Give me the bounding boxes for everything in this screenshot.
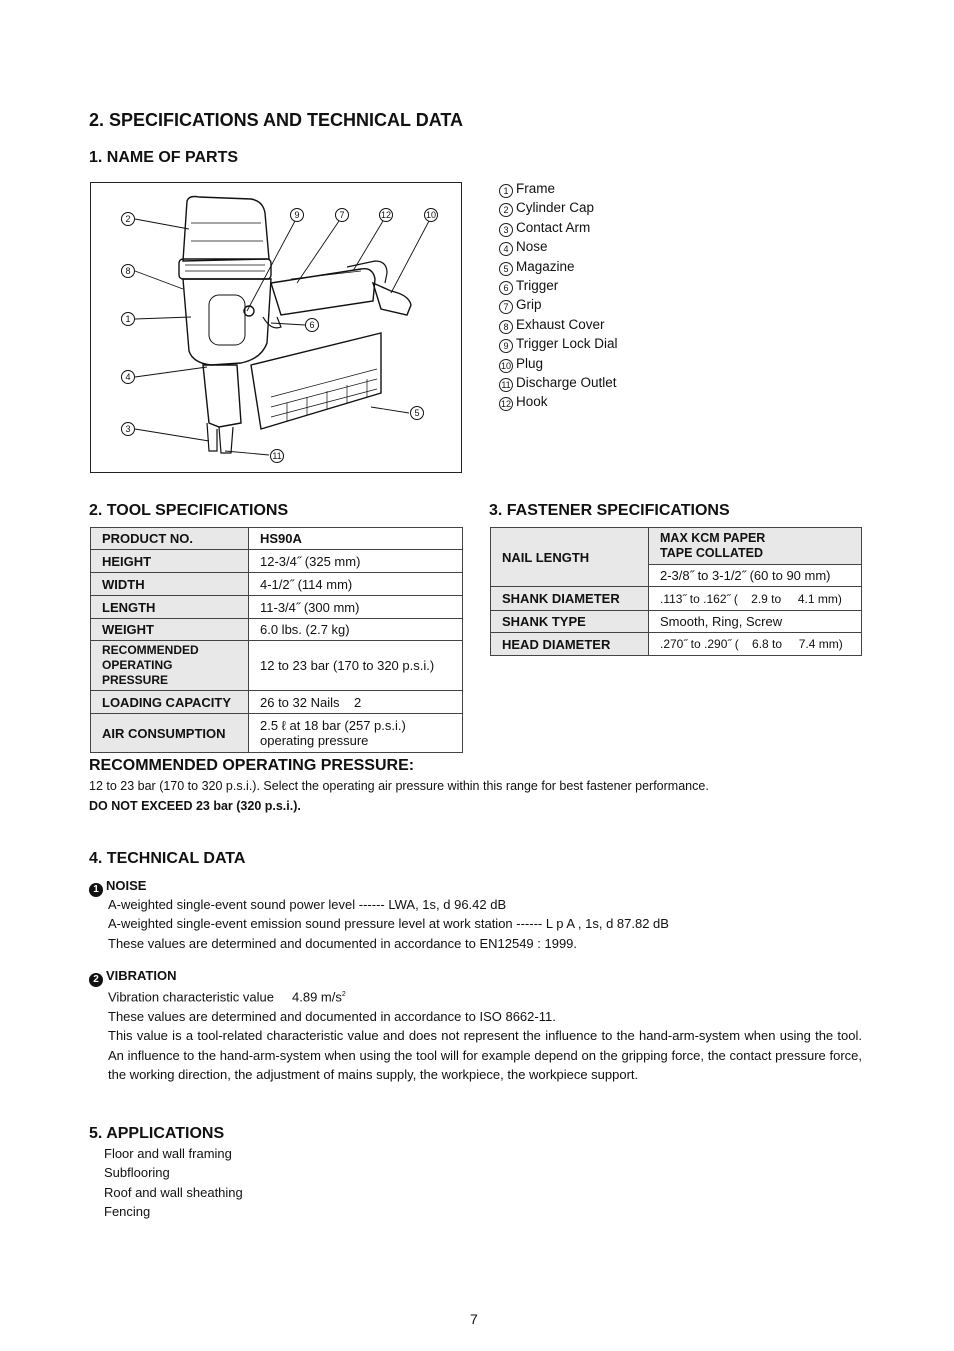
parts-list-item: 1 Frame (499, 179, 618, 198)
callout-6 (306, 319, 319, 332)
parts-list-item: 11 Discharge Outlet (499, 373, 618, 392)
svg-text:7: 7 (339, 210, 345, 220)
page-title: 2. SPECIFICATIONS AND TECHNICAL DATA (89, 110, 464, 130)
tool-discharge-outlet (219, 427, 233, 453)
nailer-figure (90, 182, 462, 473)
parts-list (499, 179, 618, 412)
part-number: 1 (499, 184, 513, 198)
table-row: SHANK TYPE Smooth, Ring, Screw (491, 611, 862, 633)
svg-text:1: 1 (125, 314, 131, 324)
callout-4 (122, 371, 135, 384)
callout-10 (425, 209, 438, 222)
svg-text:5: 5 (414, 408, 420, 418)
nailer-illustration (91, 183, 461, 472)
recommended-pressure-heading: RECOMMENDED OPERATING PRESSURE: (89, 757, 415, 774)
parts-list-item: 6 Trigger (499, 276, 618, 295)
parts-list-item: 8 Exhaust Cover (499, 315, 618, 334)
tool-specs-heading: 2. TOOL SPECIFICATIONS (89, 502, 289, 519)
tool-nose (203, 365, 241, 427)
callout-1 (122, 313, 135, 326)
part-number: 6 (499, 281, 513, 295)
parts-list-item: 2 Cylinder Cap (499, 198, 618, 217)
parts-list-item: 9 Trigger Lock Dial (499, 334, 618, 353)
table-row: SHANK DIAMETER .113˝ to .162˝ ( 2.9 to 4.1 mm) (491, 587, 862, 611)
parts-list-item: 12 Hook (500, 394, 548, 410)
tool-specs-table (90, 527, 463, 753)
list-item: Subflooring (104, 1165, 170, 1181)
pressure-warning: DO NOT EXCEED 23 bar (320 p.s.i.). (89, 799, 301, 813)
technical-data-heading: 4. TECHNICAL DATA (89, 850, 246, 867)
noise-lines: A-weighted single-event sound power level ------ LWA, 1s, d 96.42 dB A-weighted single-event emission sound pressure level at work station ------ L p A , 1s, d 87.82 dB These values are determined and documented in accordance to EN12549 : 1999. (108, 897, 669, 951)
part-number: 10 (500, 360, 511, 371)
noise-subheading: 1 NOISE (89, 878, 146, 897)
table-row: PRODUCT NO. HS90A (91, 528, 463, 550)
tool-plug (373, 283, 411, 315)
tool-magazine (251, 333, 381, 429)
tool-frame-body (183, 279, 271, 365)
fastener-specs-heading: 3. FASTENER SPECIFICATIONS (489, 502, 730, 519)
parts-list-item: 4 Nose (499, 237, 618, 256)
tool-contact-arm (207, 423, 217, 451)
applications-list (104, 1144, 243, 1222)
table-row: HEIGHT 12-3/4˝ (325 mm) (91, 550, 463, 573)
callout-8 (122, 265, 135, 278)
part-number: 2 (499, 203, 513, 217)
parts-list-item: 10 Plug (500, 355, 544, 371)
callout-12 (380, 209, 393, 222)
tool-cylinder-cap (183, 197, 269, 262)
table-row: AIR CONSUMPTION 2.5 ℓ at 18 bar (257 p.s.i.) operating pressure (91, 714, 463, 753)
svg-text:10: 10 (425, 210, 437, 220)
svg-text:9: 9 (294, 210, 300, 220)
callout-5 (411, 407, 424, 420)
table-row: 2-3/8˝ to 3-1/2˝ (60 to 90 mm) (491, 565, 862, 587)
list-item: Floor and wall framing (104, 1146, 232, 1161)
applications-heading: 5. APPLICATIONS (89, 1125, 225, 1142)
table-row: LENGTH 11-3/4˝ (300 mm) (91, 596, 463, 619)
parts-list-item: 7 Grip (499, 295, 618, 314)
vibration-text: Vibration characteristic value 4.89 $m/s^2$ These values are determined and documented in accordance to ISO 8662-11. This value is a tool-related characteristic value and does not represent the influence to the hand-arm-system when using the tool. An influence to the hand-arm-system when using the tool will for example depend on the gripping force, the contact pressure force, the working direction, the adjustment of mains supply, the workpiece, the workpiece support. (108, 989, 862, 1082)
part-number: 3 (499, 223, 513, 237)
part-number: 11 (499, 378, 513, 392)
recommended-pressure-text: 12 to 23 bar (170 to 320 p.s.i.). Select the operating air pressure within this range for best fastener performance. (89, 779, 709, 793)
callout-11 (271, 450, 284, 463)
callout-2 (122, 213, 135, 226)
table-row: WEIGHT 6.0 lbs. (2.7 kg) (91, 619, 463, 641)
name-of-parts-heading: 1. NAME OF PARTS (89, 149, 239, 166)
part-number: 5 (499, 262, 513, 276)
svg-text:12: 12 (380, 210, 392, 220)
page-number: 7 (470, 1311, 478, 1327)
svg-text:3: 3 (125, 424, 131, 434)
parts-list-item: 3 Contact Arm (499, 218, 618, 237)
table-row: WIDTH 4-1/2˝ (114 mm) (91, 573, 463, 596)
callout-3 (122, 423, 135, 436)
part-number: 12 (500, 399, 511, 410)
tool-trigger (263, 317, 281, 328)
svg-text:4: 4 (125, 372, 131, 382)
table-row: HEAD DIAMETER .270˝ to .290˝ ( 6.8 to 7.4 mm) (491, 633, 862, 656)
table-row: NAIL LENGTH MAX KCM PAPER TAPE COLLATED (491, 528, 862, 565)
svg-text:11: 11 (272, 451, 282, 461)
svg-text:2: 2 (125, 214, 131, 224)
list-item: Fencing (104, 1204, 151, 1220)
callout-9 (291, 209, 304, 222)
part-number: 4 (499, 242, 513, 256)
vibration-subheading: 2 VIBRATION (89, 968, 177, 987)
part-number: 7 (499, 300, 513, 314)
table-row: RECOMMENDED OPERATING PRESSURE 12 to 23 bar (170 to 320 p.s.i.) (91, 641, 463, 691)
fastener-specs-table (490, 527, 862, 656)
svg-text:6: 6 (309, 320, 315, 330)
bullet-1: 1 (89, 883, 103, 897)
parts-list-item: 5 Magazine (499, 257, 618, 276)
part-number: 8 (499, 320, 513, 334)
table-row: LOADING CAPACITY 26 to 32 Nails 2 (91, 691, 463, 714)
svg-text:8: 8 (125, 266, 131, 276)
part-number: 9 (499, 339, 513, 353)
tool-exhaust-cover (179, 259, 271, 279)
list-item: Roof and wall sheathing (104, 1184, 243, 1200)
bullet-2: 2 (89, 973, 103, 987)
callout-7 (336, 209, 349, 222)
